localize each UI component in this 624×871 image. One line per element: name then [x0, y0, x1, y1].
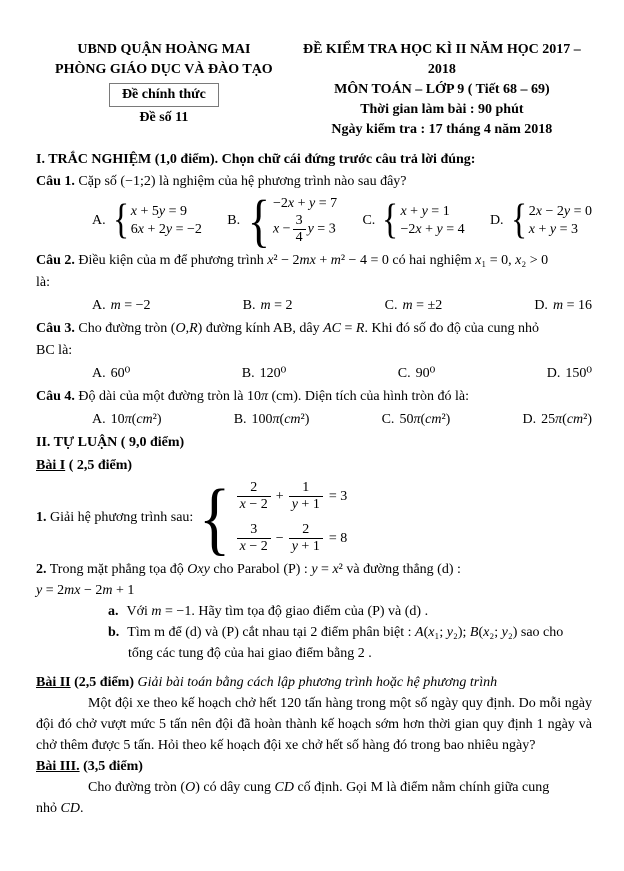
question-3-label: Câu 3.: [36, 321, 75, 336]
left-brace: {: [112, 196, 129, 243]
q4-option-d: D. 25π(cm²): [522, 412, 592, 427]
question-4-label: Câu 4.: [36, 389, 75, 404]
question-1: [36, 171, 592, 192]
q1-option-a: [92, 196, 202, 243]
fraction: $\frac{1}{y + 1}$: [289, 480, 323, 513]
q1-a-eq2: 6x + 2y = −2: [130, 221, 202, 237]
bai1-item-a: a. Với m = −1. Hãy tìm tọa độ giao điểm của (P) và (d) .: [108, 604, 429, 619]
bai1-system: [195, 471, 348, 563]
q1-option-c-system: [380, 196, 465, 243]
q1-a-eq1: x + 5y = 9: [130, 203, 188, 219]
q1-c-eq1: x + y = 1: [400, 203, 450, 219]
circle-O: (O): [180, 780, 200, 795]
bai2-body: Một đội xe theo kế hoạch chở hết 120 tấn hàng trong một số ngày quy định. Do mỗi ngày đội đó chở vượt mức 5 tấn nên đội đã hoàn thành kế hoạch sớm hơn thời gian quy định 1 ngày và chở thêm được 5 tấn. Hỏi theo kế hoạch đội xe chở hết số hàng đó trong bao nhiêu ngày?: [36, 696, 592, 753]
bai1-part2: 2. Trong mặt phẳng tọa độ Oxy cho Parabol (P) : y = x² và đường thẳng (d) :: [36, 562, 461, 577]
question-3-options: [36, 363, 592, 384]
q1-option-d-label: D.: [489, 213, 504, 228]
q1-d-eq1: 2x − 2y = 0: [528, 203, 592, 219]
q3-option-d: D. 150⁰: [546, 366, 592, 381]
q1-option-d-system: [509, 196, 592, 243]
bai2-subtitle: Giải bài toán bằng cách lập phương trình hoặc hệ phương trình: [137, 675, 498, 690]
arc-CD: CD: [60, 801, 80, 816]
document-header: [36, 40, 592, 140]
question-2-text-cont: là:: [36, 275, 50, 290]
left-brace: {: [199, 471, 231, 563]
question-3: Câu 3. Cho đường tròn (O,R) đường kính AB, dây AC = R. Khi đó số đo độ của cung nhỏ: [36, 321, 540, 336]
fraction: $\frac{2}{y + 1}$: [289, 522, 323, 555]
item-a-m-value: m = −1: [151, 604, 192, 619]
authority-line2: PHÒNG GIÁO DỤC VÀ ĐÀO TẠO: [55, 62, 273, 77]
issuing-authority-block: [36, 40, 292, 140]
bai3-heading: [36, 756, 592, 777]
section2-heading: II. TỰ LUẬN ( 9,0 điểm): [36, 435, 185, 450]
q4-option-b: B. 100π(cm²): [233, 412, 310, 427]
bai3-body-line1: Cho đường tròn (O) có dây cung CD cố định. Gọi M là điểm nằm chính giữa cung: [88, 780, 550, 795]
q1-b-eq1: −2x + y = 7: [272, 196, 338, 211]
q1-option-a-system: [111, 196, 202, 243]
exam-number: Đề số 11: [139, 110, 189, 125]
q1-option-c-label: C.: [362, 213, 376, 228]
authority-line1: UBND QUẬN HOÀNG MAI: [77, 42, 251, 57]
left-brace: {: [382, 196, 399, 243]
line-equation: y = 2mx − 2m + 1: [36, 583, 135, 598]
fraction: $\frac{3}{4}$: [293, 213, 306, 246]
q3-option-c: C. 90⁰: [397, 366, 436, 381]
q2-roots: x₁ = 0, x₂ > 0: [475, 253, 549, 268]
question-1-label: Câu 1.: [36, 174, 75, 189]
bai3-title: Bài III.: [36, 759, 80, 774]
q2-option-d: D. m = 16: [534, 298, 592, 313]
bai1-points: ( 2,5 điểm): [68, 458, 133, 473]
question-1-options: [36, 187, 592, 253]
q1-option-c: [362, 196, 465, 243]
exam-subject: MÔN TOÁN – LỚP 9 ( Tiết 68 – 69): [334, 82, 550, 97]
item-b-points: A(x₁; y₂); B(x₂; y₂): [415, 625, 518, 640]
left-brace: {: [247, 187, 271, 253]
q3-circle: (O,R): [170, 321, 203, 336]
q1-b-eq2: x − $\frac{3}{4}$ y = 3: [272, 213, 336, 245]
bai1-heading: [36, 455, 592, 476]
bai2-heading: [36, 672, 592, 693]
part1-text: Giải hệ phương trình sau:: [50, 510, 194, 525]
q1-option-b: [227, 187, 338, 253]
system-eq2: $\frac{3}{x - 2}$ − $\frac{2}{y + 1}$ = 8: [235, 522, 348, 555]
question-3-text-cont: BC là:: [36, 343, 73, 358]
q4-option-a: A. 10π(cm²): [92, 412, 162, 427]
q3-option-a: A. 60⁰: [92, 366, 131, 381]
question-4-options: [36, 409, 592, 430]
q2-option-b: B. m = 2: [242, 298, 293, 313]
question-2: Câu 2. Điều kiện của m để phương trình x² − 2mx + m² − 4 = 0 có hai nghiệm x₁ = 0, x₂ > 0: [36, 253, 549, 268]
q1-d-eq2: x + y = 3: [528, 221, 578, 237]
q4-option-c: C. 50π(cm²): [381, 412, 451, 427]
item-a-label: a.: [108, 604, 119, 619]
q1-option-a-label: A.: [92, 213, 106, 228]
system-eq1: $\frac{2}{x - 2}$ + $\frac{1}{y + 1}$ = 3: [235, 480, 348, 513]
q2-option-a: A. m = −2: [92, 298, 151, 313]
q3-chord: AC = R: [323, 321, 365, 336]
section1-heading: I. TRẮC NGHIỆM (1,0 điểm). Chọn chữ cái đứng trước câu trả lời đúng:: [36, 152, 476, 167]
official-exam-box: Đề chính thức: [109, 83, 219, 107]
part2-label: 2.: [36, 562, 47, 577]
oxy-plane: Oxy: [187, 562, 210, 577]
q4-circumference: 10π: [246, 389, 268, 404]
bai1-part1: [36, 471, 592, 563]
fraction: $\frac{2}{x - 2}$: [237, 480, 271, 513]
bai2-points: (2,5 điểm): [74, 675, 135, 690]
fraction: $\frac{3}{x - 2}$: [237, 522, 271, 555]
bai1-title: Bài I: [36, 458, 66, 473]
question-1-text: Cặp số (−1;2) là nghiệm của hệ phương trình nào sau đây?: [78, 174, 407, 189]
bai1-item-b-cont: tổng các tung độ của hai giao điểm bằng 2 .: [128, 646, 372, 661]
item-b-label: b.: [108, 625, 120, 640]
q1-option-b-system: [245, 187, 338, 253]
q1-option-d: [489, 196, 592, 243]
bai3-points: (3,5 điểm): [83, 759, 143, 774]
q2-option-c: C. m = ±2: [384, 298, 443, 313]
bai1-item-b: b. Tìm m để (d) và (P) cắt nhau tại 2 điểm phân biệt : A(x₁; y₂); B(x₂; y₂) sao cho: [108, 625, 564, 640]
q2-equation: x² − 2mx + m² − 4 = 0: [267, 253, 389, 268]
exam-title: ĐỀ KIỂM TRA HỌC KÌ II NĂM HỌC 2017 – 2018: [302, 42, 581, 77]
exam-date: Ngày kiểm tra : 17 tháng 4 năm 2018: [331, 122, 553, 137]
chord-CD: CD: [274, 780, 294, 795]
official-exam-box-wrap: [36, 83, 292, 107]
parabola-eq: y = x²: [311, 562, 343, 577]
exam-duration: Thời gian làm bài : 90 phút: [360, 102, 524, 117]
q1-c-eq2: −2x + y = 4: [400, 221, 465, 237]
part1-label: 1.: [36, 510, 47, 525]
question-2-options: [36, 295, 592, 316]
bai3-body-line2: nhỏ CD.: [36, 801, 84, 816]
exam-title-block: [292, 40, 592, 140]
q1-option-b-label: B.: [227, 213, 241, 228]
left-brace: {: [510, 196, 527, 243]
bai2-title: Bài II: [36, 675, 71, 690]
question-2-label: Câu 2.: [36, 253, 75, 268]
q3-option-b: B. 120⁰: [241, 366, 287, 381]
question-4: Câu 4. Độ dài của một đường tròn là 10π (cm). Diện tích của hình tròn đó là:: [36, 389, 469, 404]
